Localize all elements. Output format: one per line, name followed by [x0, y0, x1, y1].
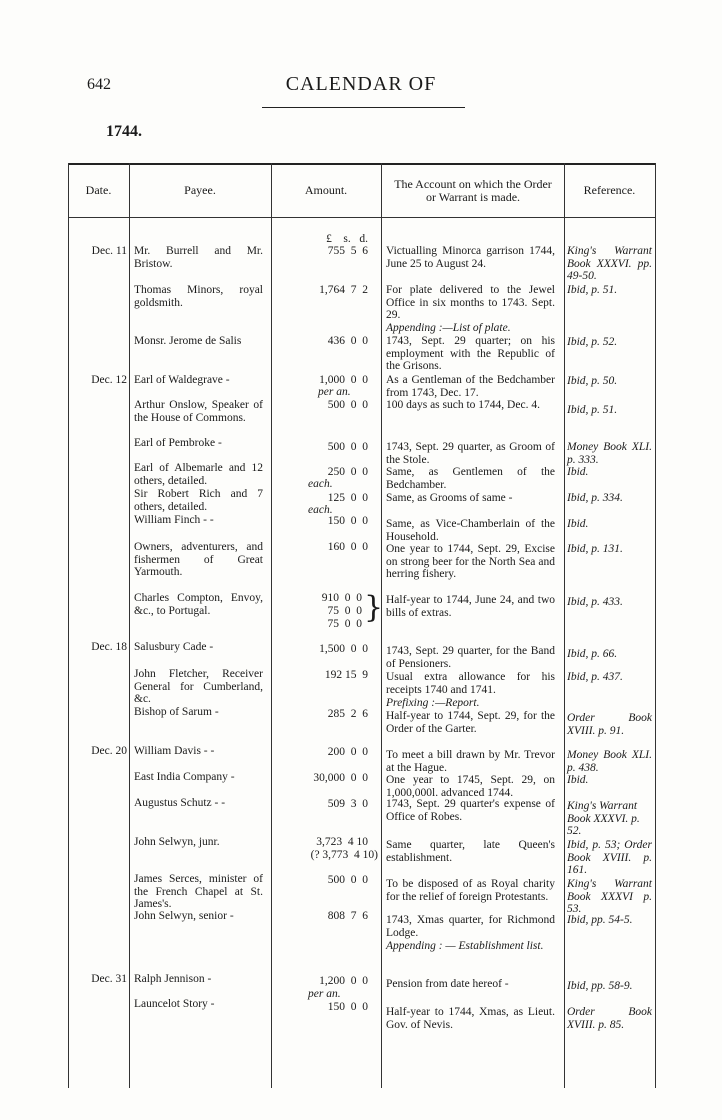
entry-amount: 755 5 6 [327, 245, 368, 257]
entry-payee: John Selwyn, junr. [134, 836, 220, 848]
entry-account: For plate delivered to the Jewel Office in six months to 1743. Sept. 29. [386, 284, 555, 322]
entry-amount-note: each. [308, 504, 333, 516]
entry-payee: Mr. Burrell and Mr. Bristow. [134, 245, 263, 270]
entry-account: 1743, Sept. 29 quarter, for the Band of Pensioners. [386, 645, 555, 670]
entry-payee: Earl of Pembroke - [134, 437, 222, 449]
entry-amount: 1,200 0 0 [319, 975, 368, 987]
entry-payee: Bishop of Sarum - [134, 706, 219, 718]
entry-amount: 75 0 0 [327, 605, 362, 617]
entry-amount: 500 0 0 [327, 399, 368, 411]
entry-account: To be disposed of as Royal charity for the relief of foreign Protestants. [386, 878, 555, 903]
entry-payee: Launcelot Story - [134, 998, 215, 1010]
entry-amount: 160 0 0 [327, 541, 368, 553]
table-border-right [655, 163, 656, 1088]
entry-amount: 808 7 6 [327, 910, 368, 922]
entry-amount-note: each. [308, 478, 333, 490]
column-header-account: The Account on which the Order or Warrant is made. [394, 177, 552, 204]
entry-reference: King's Warrant Book XXXVI. p. 52. [567, 800, 640, 838]
entry-payee: Ralph Jennison - [134, 973, 212, 985]
entry-reference: Order Book XVIII. p. 91. [567, 712, 652, 737]
entry-reference: Ibid, p. 334. [567, 492, 623, 504]
entry-reference: Money Book XLI. p. 438. [567, 749, 652, 774]
entry-account: 1743, Sept. 29 quarter's expense of Office of Robes. [386, 798, 555, 823]
entry-date: Dec. 18 [91, 641, 127, 653]
entry-date: Dec. 11 [91, 245, 127, 257]
entry-payee: Augustus Schutz - - [134, 797, 226, 809]
entry-amount-note: per an. [308, 988, 341, 1000]
entry-reference: Ibid, p. 437. [567, 671, 623, 683]
entry-payee: John Selwyn, senior - [134, 910, 234, 922]
entry-amount-note: per an. [318, 386, 351, 398]
entry-payee: Arthur Onslow, Speaker of the House of Commons. [134, 399, 263, 424]
running-title: CALENDAR OF [285, 73, 437, 95]
year-heading: 1744. [106, 123, 142, 140]
entry-account: 1743, Xmas quarter, for Richmond Lodge. [386, 914, 555, 939]
entry-payee: East India Company - [134, 771, 235, 783]
entry-account: 100 days as such to 1744, Dec. 4. [386, 399, 540, 411]
entry-amount: 200 0 0 [327, 746, 368, 758]
entry-amount: 75 0 0 [327, 618, 362, 630]
entry-payee: Monsr. Jerome de Salis [134, 335, 242, 347]
entry-payee: Earl of Albemarle and 12 others, detailed. [134, 462, 263, 487]
entry-payee: Earl of Waldegrave - [134, 374, 230, 386]
entry-reference: Ibid, p. 50. [567, 375, 618, 387]
entry-amount: 1,500 0 0 [319, 643, 368, 655]
entry-amount: 1,764 7 2 [319, 284, 368, 296]
entry-reference: Ibid, pp. 54-5. [567, 914, 633, 926]
entry-amount: 436 0 0 [327, 335, 368, 347]
entry-reference: Ibid, p. 53; Order Book XVIII. p. 161. [567, 839, 652, 877]
entry-amount: 125 0 0 [327, 492, 368, 504]
entry-reference: Ibid, pp. 58-9. [567, 980, 633, 992]
entry-reference: Order Book XVIII. p. 85. [567, 1006, 652, 1031]
entry-reference: Ibid. [567, 466, 589, 478]
entry-amount: 30,000 0 0 [313, 772, 368, 784]
entry-date: Dec. 31 [91, 973, 127, 985]
entry-reference: Ibid, p. 433. [567, 596, 623, 608]
page-number: 642 [87, 76, 111, 93]
entry-account-note: Appending :—List of plate. [386, 322, 511, 334]
entry-payee: James Serces, minister of the French Chapel at St. James's. [134, 873, 263, 911]
column-header-payee: Payee. [184, 183, 216, 197]
currency-heading: £ s. d. [326, 233, 368, 245]
entry-reference: Ibid, p. 52. [567, 336, 618, 348]
entry-date: Dec. 20 [91, 745, 127, 757]
entry-account: Usual extra allowance for his receipts 1740 and 1741. [386, 671, 555, 696]
entry-account: 1743, Sept. 29 quarter; on his employment with the Republic of the Grisons. [386, 335, 555, 373]
entry-reference: Ibid. [567, 774, 589, 786]
entry-account: Same, as Vice-Chamberlain of the Household. [386, 518, 555, 543]
entry-account: One year to 1744, Sept. 29, Excise on strong beer for the North Sea and herring fishery. [386, 543, 555, 581]
entry-amount: 285 2 6 [327, 708, 368, 720]
entry-payee: Sir Robert Rich and 7 others, detailed. [134, 488, 263, 513]
entry-account: As a Gentleman of the Bedchamber from 1743, Dec. 17. [386, 374, 555, 399]
entry-amount: 500 0 0 [327, 874, 368, 886]
entry-account: To meet a bill drawn by Mr. Trevor at the Hague. [386, 749, 555, 774]
entry-payee: Thomas Minors, royal goldsmith. [134, 284, 263, 309]
entry-account: Half-year to 1744, Xmas, as Lieut. Gov. of Nevis. [386, 1006, 555, 1031]
entry-reference: Ibid, p. 66. [567, 648, 618, 660]
entry-reference: Ibid, p. 51. [567, 284, 618, 296]
entry-payee: Charles Compton, Envoy, &c., to Portugal. [134, 592, 263, 617]
header-rule [262, 107, 465, 108]
entry-reference: Ibid. [567, 518, 589, 530]
entry-amount: 500 0 0 [327, 441, 368, 453]
table-border-left [68, 163, 69, 1088]
column-divider [129, 163, 130, 1088]
entry-account: 1743, Sept. 29 quarter, as Groom of the Stole. [386, 441, 555, 466]
entry-amount: 192 15 9 [324, 669, 368, 681]
entry-account: Half-year to 1744, June 24, and two bills of extras. [386, 594, 555, 619]
entry-account: Same, as Gentlemen of the Bedchamber. [386, 466, 555, 491]
entry-payee: Salusbury Cade - [134, 641, 214, 653]
entry-reference: Money Book XLI. p. 333. [567, 441, 652, 466]
entry-account: Half-year to 1744, Sept. 29, for the Order of the Garter. [386, 710, 555, 735]
entry-account-note: Appending : — Establishment list. [386, 940, 544, 952]
entry-payee: John Fletcher, Receiver General for Cumberland, &c. [134, 668, 263, 706]
entry-account: Same quarter, late Queen's establishment. [386, 839, 555, 864]
entry-amount: 509 3 0 [327, 798, 368, 810]
entry-reference: King's Warrant Book XXXVI p. 53. [567, 878, 652, 916]
header-divider [68, 217, 655, 218]
entry-payee: William Davis - - [134, 745, 215, 757]
entry-amount: 250 0 0 [327, 466, 368, 478]
entry-account: Same, as Grooms of same - [386, 492, 513, 504]
entry-reference: King's Warrant Book XXXVI. pp. 49-50. [567, 245, 652, 283]
entry-account: One year to 1745, Sept. 29, on 1,000,000l. advanced 1744. [386, 774, 555, 799]
entry-amount: 1,000 0 0 [319, 374, 368, 386]
entry-amount: (? 3,773 4 10) [310, 849, 378, 861]
entry-account: Pension from date hereof - [386, 978, 509, 990]
column-header-reference: Reference. [583, 183, 636, 197]
entry-reference: Ibid, p. 51. [567, 404, 618, 416]
entry-reference: Ibid, p. 131. [567, 543, 623, 555]
entry-payee: William Finch - - [134, 514, 214, 526]
entry-payee: Owners, adventurers, and fishermen of Great Yarmouth. [134, 541, 263, 579]
entry-amount: 3,723 4 10 [316, 836, 368, 848]
column-divider [381, 163, 382, 1088]
column-header-amount: Amount. [304, 183, 348, 197]
entry-amount: 910 0 0 [321, 592, 362, 604]
entry-amount: 150 0 0 [327, 515, 368, 527]
column-divider [564, 163, 565, 1088]
entry-date: Dec. 12 [91, 374, 127, 386]
column-header-date: Date. [85, 183, 112, 197]
entry-amount: 150 0 0 [327, 1001, 368, 1013]
entry-account-note: Prefixing :—Report. [386, 697, 480, 709]
entry-account: Victualling Minorca garrison 1744, June 25 to August 24. [386, 245, 555, 270]
amount-brace: } [364, 590, 384, 625]
